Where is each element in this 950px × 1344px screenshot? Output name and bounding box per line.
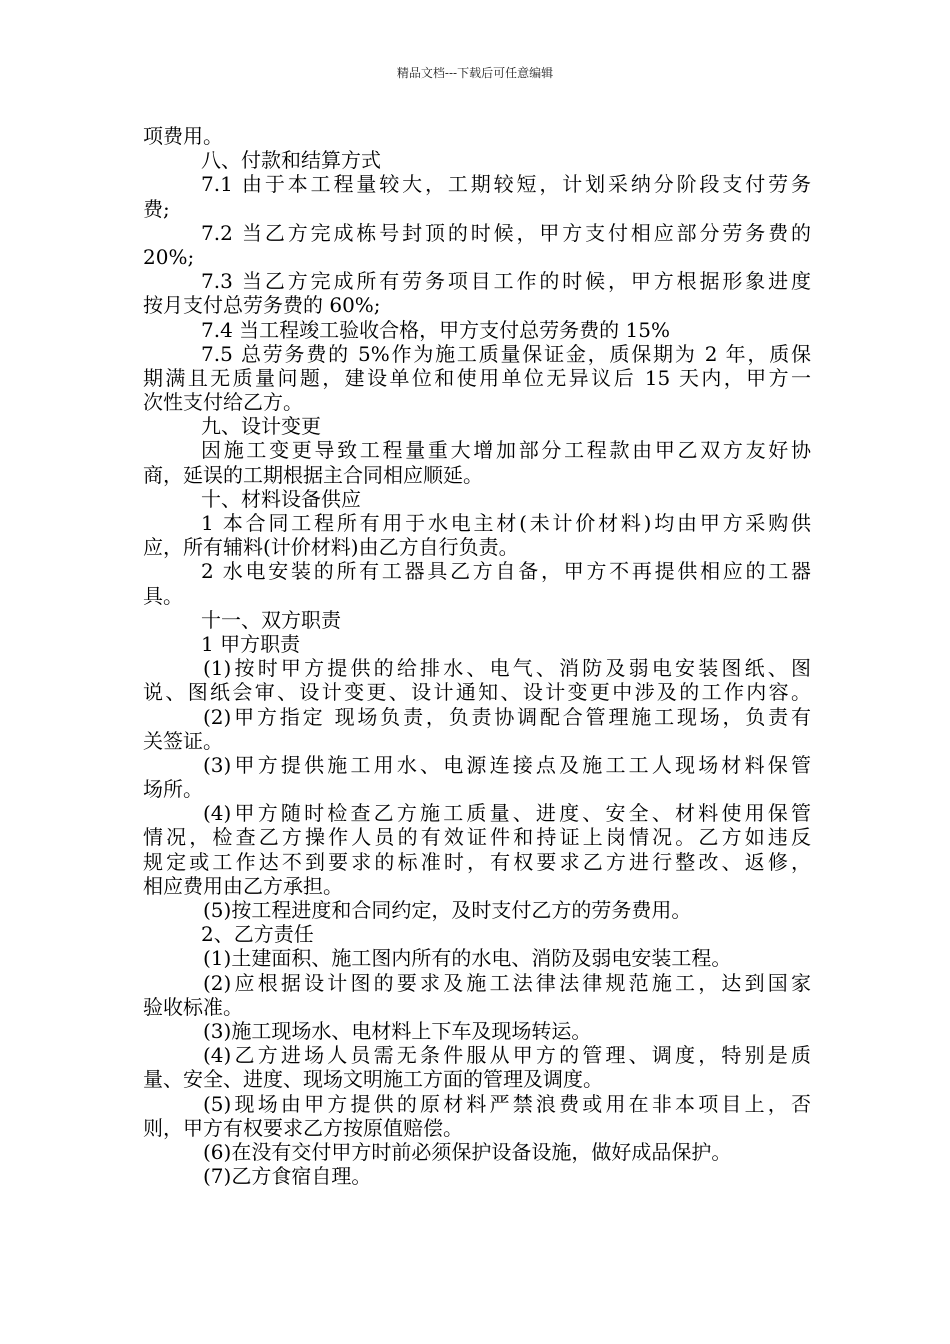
text-line: 则，甲方有权要求乙方按原值赔偿。 — [143, 1115, 463, 1140]
text-line: 因施工变更导致工程量重大增加部分工程款由甲乙双方友好协 — [201, 438, 811, 463]
text-line: 2 水电安装的所有工器具乙方自备，甲方不再提供相应的工器 — [201, 559, 811, 584]
text-line: 量、安全、进度、现场文明施工方面的管理及调度。 — [143, 1067, 603, 1092]
text-line: 关签证。 — [143, 728, 223, 753]
text-line: 十一、双方职责 — [201, 607, 341, 632]
text-line: 7.3 当乙方完成所有劳务项目工作的时候，甲方根据形象进度 — [201, 269, 811, 294]
text-line: 具。 — [143, 583, 183, 608]
text-line: 7.2 当乙方完成栋号封顶的时候，甲方支付相应部分劳务费的 — [201, 220, 811, 245]
text-line: 次性支付给乙方。 — [143, 390, 303, 415]
text-line: 7.5 总劳务费的 5%作为施工质量保证金，质保期为 2 年，质保 — [201, 341, 811, 366]
text-line: 20%; — [143, 244, 195, 269]
text-line: 期满且无质量问题，建设单位和使用单位无异议后 15 天内，甲方一 — [143, 365, 811, 390]
text-line: 1 甲方职责 — [201, 631, 301, 656]
text-line: 7.1 由于本工程量较大，工期较短，计划采纳分阶段支付劳务 — [201, 172, 811, 197]
text-line: (4)乙方进场人员需无条件服从甲方的管理、调度，特别是质 — [203, 1043, 811, 1068]
text-line: 说、图纸会审、设计变更、设计通知、设计变更中涉及的工作内容。 — [143, 680, 811, 705]
text-line: (2)甲方指定 现场负责，负责协调配合管理施工现场，负责有 — [203, 704, 811, 729]
text-line: 十、材料设备供应 — [201, 486, 361, 511]
text-line: (5)现场由甲方提供的原材料严禁浪费或用在非本项目上，否 — [203, 1091, 811, 1116]
text-line: 应，所有辅料(计价材料)由乙方自行负责。 — [143, 535, 519, 560]
text-line: 2、乙方责任 — [201, 922, 314, 947]
page-header: 精品文档---下载后可任意编辑 — [396, 66, 554, 80]
text-line: 情况，检查乙方操作人员的有效证件和持证上岗情况。乙方如违反 — [143, 825, 811, 850]
text-line: (7)乙方食宿自理。 — [203, 1164, 372, 1189]
text-line: (3)甲方提供施工用水、电源连接点及施工工人现场材料保管 — [203, 752, 811, 777]
text-line: (4)甲方随时检查乙方施工质量、进度、安全、材料使用保管 — [203, 801, 811, 826]
text-line: 1 本合同工程所有用于水电主材(未计价材料)均由甲方采购供 — [201, 511, 811, 535]
text-line: (3)施工现场水、电材料上下车及现场转运。 — [203, 1018, 592, 1043]
text-line: 费; — [143, 196, 170, 221]
text-line: (1)按时甲方提供的给排水、电气、消防及弱电安装图纸、图 — [203, 656, 811, 681]
text-line: 验收标准。 — [143, 994, 243, 1019]
text-line: (6)在没有交付甲方时前必须保护设备设施，做好成品保护。 — [203, 1139, 732, 1164]
text-line: 规定或工作达不到要求的标准时，有权要求乙方进行整改、返修， — [143, 849, 811, 874]
text-line: 7.4 当工程竣工验收合格，甲方支付总劳务费的 15% — [201, 317, 670, 342]
text-line: 八、付款和结算方式 — [201, 148, 381, 173]
text-line: 场所。 — [143, 777, 203, 802]
text-line: (5)按工程进度和合同约定，及时支付乙方的劳务费用。 — [203, 898, 692, 922]
text-line: (1)土建面积、施工图内所有的水电、消防及弱电安装工程。 — [203, 946, 732, 971]
text-line: 商，延误的工期根据主合同相应顺延。 — [143, 462, 483, 487]
document-body — [143, 124, 811, 1188]
text-line: (2)应根据设计图的要求及施工法律法律规范施工，达到国家 — [203, 970, 811, 995]
text-line: 项费用。 — [143, 124, 223, 148]
text-line: 九、设计变更 — [201, 414, 321, 439]
text-line: 相应费用由乙方承担。 — [143, 873, 343, 898]
text-line: 按月支付总劳务费的 60%; — [143, 293, 381, 318]
